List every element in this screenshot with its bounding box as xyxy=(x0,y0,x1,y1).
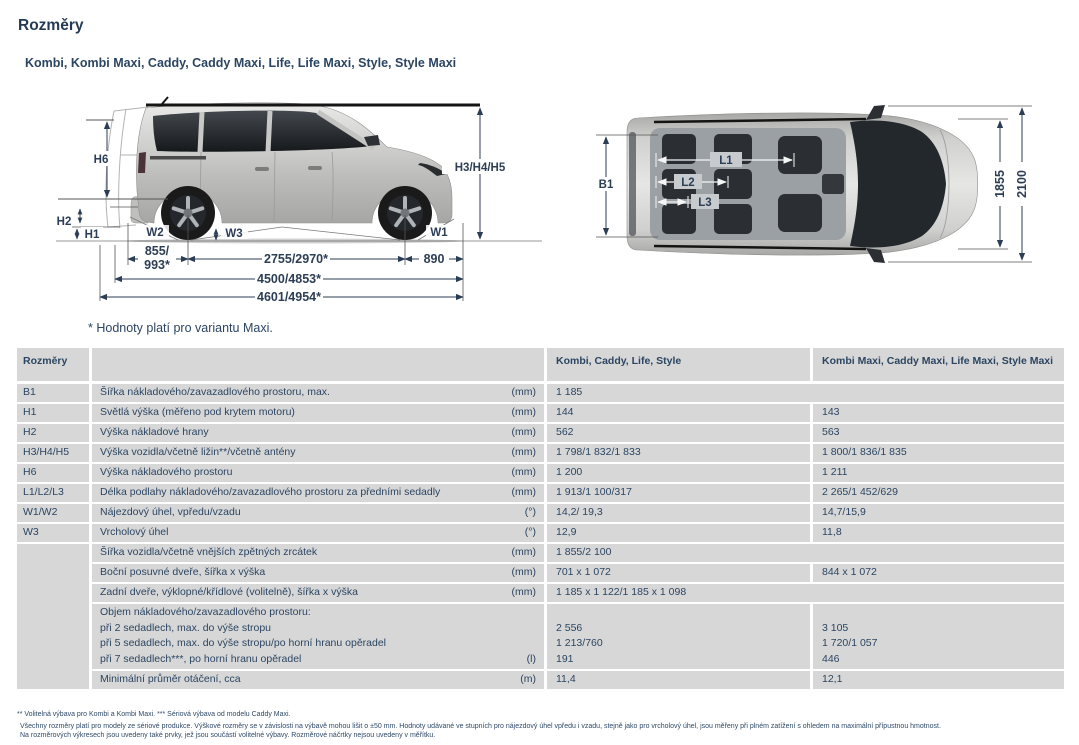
header-code: Rozměry xyxy=(17,348,89,381)
table-row-h6: H6 Výška nákladového prostoru (mm) 1 200 1 211 xyxy=(17,464,1064,482)
table-row-turning-circle: Minimální průměr otáčení, cca (m) 11,4 12,1 xyxy=(92,671,1064,689)
footnotes xyxy=(17,710,1072,741)
label-1855: 1855 xyxy=(993,170,1007,198)
svg-text:4601/4954*: 4601/4954* xyxy=(257,290,321,304)
side-view-diagram xyxy=(50,95,550,320)
dim-rear-overhang xyxy=(128,244,188,272)
label-l3: L3 xyxy=(698,197,712,209)
door-handle-rear xyxy=(255,167,269,171)
table-row-h2: H2 Výška nákladové hrany (mm) 562 563 xyxy=(17,424,1064,442)
maxi-footnote: * Hodnoty platí pro variantu Maxi. xyxy=(88,321,273,335)
center-console xyxy=(822,174,844,194)
antenna xyxy=(162,97,168,104)
c-pillar xyxy=(268,111,270,152)
footnote-equipment: ** Volitelná výbava pro Kombi a Kombi Maxi. *** Sériová výbava od modelu Caddy Maxi. xyxy=(17,711,291,718)
label-l1: L1 xyxy=(719,155,733,167)
svg-text:993*: 993* xyxy=(144,258,170,272)
label-w3: W3 xyxy=(225,228,243,240)
header-maxi: Kombi Maxi, Caddy Maxi, Life Maxi, Style Maxi xyxy=(813,348,1064,381)
merged-code-cell xyxy=(17,544,89,689)
header-std: Kombi, Caddy, Life, Style xyxy=(547,348,810,381)
svg-text:855/: 855/ xyxy=(144,244,170,258)
label-w2: W2 xyxy=(146,227,164,239)
label-h6: H6 xyxy=(93,154,109,166)
footnote-tolerances: Všechny rozměry platí pro modely ze sériové produkce. Výškové rozměry se v závislosti na výbavě mohou lišit o ±50 mm. Hodnoty udávané ve stupních pro nájezdový úhel vpředu i vzadu, stejně jako pro vrcholový úhel, jsou měřeny při plném zatížení s ohledem na maximální přípustnou hmotnost. xyxy=(20,722,941,730)
dim-length-total xyxy=(100,289,463,304)
table-row-h3h4h5: H3/H4/H5 Výška vozidla/včetně ližin**/včetně antény (mm) 1 798/1 832/1 833 1 800/1 836/1 835 xyxy=(17,444,1064,462)
vehicle-shadow xyxy=(127,239,463,244)
table-row-w3: W3 Vrcholový úhel (°) 12,9 11,8 xyxy=(17,524,1064,542)
taillight xyxy=(138,152,146,173)
footnote-scale: Na rozměrových výkresech jsou uvedeny také prvky, jež jsou součástí volitelné výbavy. Rozměrové náčrtky nejsou uvedeny v měřítku. xyxy=(20,732,436,739)
svg-text:890: 890 xyxy=(423,252,445,266)
svg-text:4500/4853*: 4500/4853* xyxy=(257,272,321,286)
header-desc xyxy=(92,348,544,381)
door-handle-front xyxy=(308,166,322,170)
table-row-sliding-door: Boční posuvné dveře, šířka x výška (mm) 701 x 1 072 844 x 1 072 xyxy=(92,564,1064,582)
svg-text:2755/2970*: 2755/2970* xyxy=(264,252,328,266)
rear-window-strip xyxy=(629,132,636,236)
table-row-cargo-volume: Objem nákladového/zavazadlového prostoru: při 2 sedadlech, max. do výše stropu při 5 sedadlech, max. do výše stropu/po horní hranu opěradel při 7 sedadlech***, po horní hranu opěradel (l) 2 556 1 213/760 191 3 105 1 720/1 057 446 xyxy=(92,604,1064,669)
top-view-diagram xyxy=(570,90,1079,290)
b-pillar xyxy=(200,112,202,152)
label-b1: B1 xyxy=(598,179,614,191)
table-row-h1: H1 Světlá výška (měřeno pod krytem motoru) (mm) 144 143 xyxy=(17,404,1064,422)
table-row-vehicle-width: Šířka vozidla/včetně vnějších zpětných zrcátek (mm) 1 855/2 100 xyxy=(92,544,1064,562)
table-row-rear-doors: Zadní dveře, výklopné/křídlové (volitelně), šířka x výška (mm) 1 185 x 1 122/1 185 x 1 098 xyxy=(92,584,1064,602)
dim-h2 xyxy=(52,207,138,228)
sliding-door-rail xyxy=(150,156,206,160)
label-h3h4h5: H3/H4/H5 xyxy=(454,162,506,174)
label-h2: H2 xyxy=(56,216,72,228)
model-list-subtitle: Kombi, Kombi Maxi, Caddy, Caddy Maxi, Life, Life Maxi, Style, Style Maxi xyxy=(25,56,457,70)
label-l2: L2 xyxy=(681,177,695,189)
label-2100: 2100 xyxy=(1015,170,1029,198)
label-w1: W1 xyxy=(430,227,448,239)
dim-h1 xyxy=(72,227,120,241)
dimensions-table xyxy=(17,348,1064,689)
dim-length-body xyxy=(115,271,463,286)
page-title: Rozměry xyxy=(18,17,84,34)
table-row-b1: B1 Šířka nákladového/zavazadlového prostoru, max. (mm) 1 185 xyxy=(17,384,1064,402)
table-group-2 xyxy=(17,544,1064,689)
table-row-w1w2: W1/W2 Nájezdový úhel, vpředu/vzadu (°) 14,2/ 19,3 14,7/15,9 xyxy=(17,504,1064,522)
dim-wheelbase xyxy=(188,251,405,266)
table-row-l1l2l3: L1/L2/L3 Délka podlahy nákladového/zavazadlového prostoru za předními sedadly (mm) 1 913/1 100/317 2 265/1 452/629 xyxy=(17,484,1064,502)
side-view-vehicle xyxy=(131,97,480,240)
table-header-row xyxy=(17,348,1064,381)
dim-front-overhang xyxy=(405,251,463,266)
label-h1: H1 xyxy=(84,229,100,241)
